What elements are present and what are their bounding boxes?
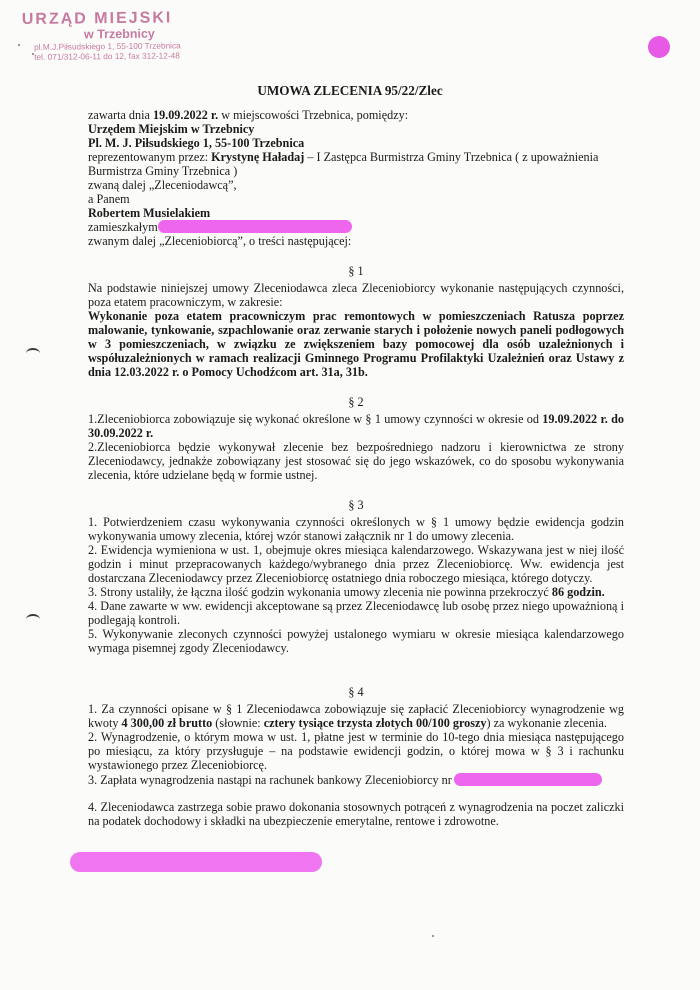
section-4-p1 <box>88 702 624 730</box>
office-address: Pl. M. J. Piłsudskiego 1, 55-100 Trzebnica <box>88 136 305 150</box>
redaction-highlight-strip <box>70 852 322 872</box>
section-4-p3 <box>88 773 624 787</box>
hours-limit: 86 godzin. <box>551 585 605 599</box>
representation <box>88 150 624 178</box>
stamp-line-3: pl.M.J.Piłsudskiego 1, 55-100 Trzebnica <box>34 40 181 52</box>
section-3-p1: 1. Potwierdzeniem czasu wykonywania czynności określonych w § 1 umowy będzie ewidencja godzin wykonywania umowy zlecenia, której wzór stanowi załącznik nr 1 do umowy zlecenia. <box>88 515 624 543</box>
scan-speck <box>32 53 34 55</box>
punch-hole-mark-bottom <box>26 614 40 625</box>
section-4-p3-text: 3. Zapłata wynagrodzenia nastąpi na rachunek bankowy Zleceniobiorcy nr <box>88 773 452 787</box>
a-panem: a Panem <box>88 192 130 206</box>
section-2-heading: § 2 <box>348 395 364 409</box>
section-2-p1 <box>88 412 624 440</box>
residence-label: zamieszkałym <box>88 220 158 234</box>
section-4-p1-text-2: (słownie: <box>212 716 264 730</box>
residence-line <box>88 220 624 234</box>
section-1-text: Na podstawie niniejszej umowy Zleceniodawca zleca Zleceniobiorcy wykonanie następujących czynności, poza etatem pracowniczym, w zakresie: <box>88 281 624 309</box>
intro-text-2: w miejscowości Trzebnica, pomiędzy: <box>218 108 409 122</box>
section-3-heading: § 3 <box>348 498 364 512</box>
contract-period: 19.09.2022 r. do 30.09.2022 r. <box>88 412 624 440</box>
office-stamp <box>20 9 221 62</box>
redaction-bank-account <box>454 773 602 786</box>
rep-name: Krystynę Haładaj <box>211 150 305 164</box>
intro-text: zawarta dnia <box>88 108 153 122</box>
section-4-p2: 2. Wynagrodzenie, o którym mowa w ust. 1, płatne jest w terminie do 10-tego dnia miesiąca następującego po miesiącu, za który przysługuje – na podstawie ewidencji godzin, o której mowa w § 3 i rachunku wystawionego przez Zleceniobiorcę. <box>88 730 624 772</box>
section-4-heading: § 4 <box>348 685 364 699</box>
section-3-p5: 5. Wykonywanie zleconych czynności powyżej ustalonego wymiaru w okresie miesiąca kalendarzowego wymaga pisemnej zgody Zleceniodawcy. <box>88 627 624 655</box>
section-4-p1-text-3: ) za wykonanie zlecenia. <box>486 716 607 730</box>
office-name: Urzędem Miejskim w Trzebnicy <box>88 122 255 136</box>
stamp-line-4: tel. 071/312-06-11 do 12, fax 312-12-48 <box>34 50 180 62</box>
contract-date: 19.09.2022 r. <box>152 108 219 122</box>
payment-amount-words: cztery tysiące trzysta złotych 00/100 groszy <box>263 716 487 730</box>
section-3-p3-text: 3. Strony ustaliły, że łączna ilość godzin wykonania umowy zlecenia nie powinna przekroczyć <box>88 585 552 599</box>
pink-dot-mark <box>648 36 670 58</box>
section-1-scope: Wykonanie poza etatem pracowniczym prac remontowych w pomieszczeniach Ratusza poprzez malowanie, tynkowanie, szpachlowanie oraz zerwanie starych i położenie nowych paneli podłogowych w 3 pomieszczeniach, w związku ze zwiększeniem bazy pomocowej dla osób uzależnionych i współuzależnionych w ramach realizacji Gminnego Programu Profilaktyki Uzależnień oraz Ustawy z dnia 12.03.2022 r. o Pomocy Uchodźcom art. 31a, 31b. <box>88 309 624 379</box>
intro-line <box>88 108 624 122</box>
scan-speck <box>18 44 20 46</box>
document-body <box>88 108 624 828</box>
page-title: UMOWA ZLECENIA 95/22/Zlec <box>257 83 443 98</box>
scan-speck <box>432 935 434 937</box>
section-3-p4: 4. Dane zawarte w ww. ewidencji akceptowane są przez Zleceniodawcę lub osobę przez niego upoważnioną i podlegają kontroli. <box>88 599 624 627</box>
punch-hole-mark-top <box>26 348 40 359</box>
section-3-p3 <box>88 585 624 599</box>
rep-text: reprezentowanym przez: <box>88 150 212 164</box>
contractor-alias: zwanym dalej „Zleceniobiorcą”, o treści następującej: <box>88 234 352 248</box>
stamp-line-2: w Trzebnicy <box>83 26 155 42</box>
contractor-name: Robertem Musielakiem <box>88 206 211 220</box>
redaction-address <box>158 220 352 233</box>
section-4-p4: 4. Zleceniodawca zastrzega sobie prawo dokonania stosownych potrąceń z wynagrodzenia na poczet zaliczki na podatek dochodowy i składki na ubezpieczenie emerytalne, rentowe i zdrowotne. <box>88 800 624 828</box>
client-alias: zwaną dalej „Zleceniodawcą”, <box>88 178 237 192</box>
section-3-p2: 2. Ewidencja wymieniona w ust. 1, obejmuje okres miesiąca kalendarzowego. Wskazywana jest w niej ilość godzin i minut przepracowanych każdego/wybranego dnia przez Zleceniobiorcę. Ww. ewidencja jest dostarczana Zleceniodawcy przez Zleceniobiorcę ostatniego dnia roboczego miesiąca, którego dotyczy. <box>88 543 624 585</box>
rep-text-2: – I Zastępca Burmistrza Gminy Trzebnica ( z upoważnienia Burmistrza Gminy Trzebnica ) <box>88 150 599 178</box>
payment-amount: 4 300,00 zł brutto <box>121 716 213 730</box>
section-1-heading: § 1 <box>348 264 364 278</box>
section-2-p2: 2.Zleceniobiorca będzie wykonywał zlecenie bez bezpośredniego nadzoru i kierownictwa ze strony Zleceniodawcy, jednakże zobowiązany jest stosować się do jego wskazówek, co do sposobu wykonywania zlecenia, które udzielane będą w formie ustnej. <box>88 440 624 482</box>
stamp-line-1: URZĄD MIEJSKI <box>21 9 173 29</box>
section-2-p1-text: 1.Zleceniobiorca zobowiązuje się wykonać określone w § 1 umowy czynności w okresie od <box>88 412 543 426</box>
section-4-p1-text: 1. Za czynności opisane w § 1 Zleceniodawca zobowiązuje się zapłacić Zleceniobiorcy wynagrodzenie wg kwoty <box>88 702 624 730</box>
